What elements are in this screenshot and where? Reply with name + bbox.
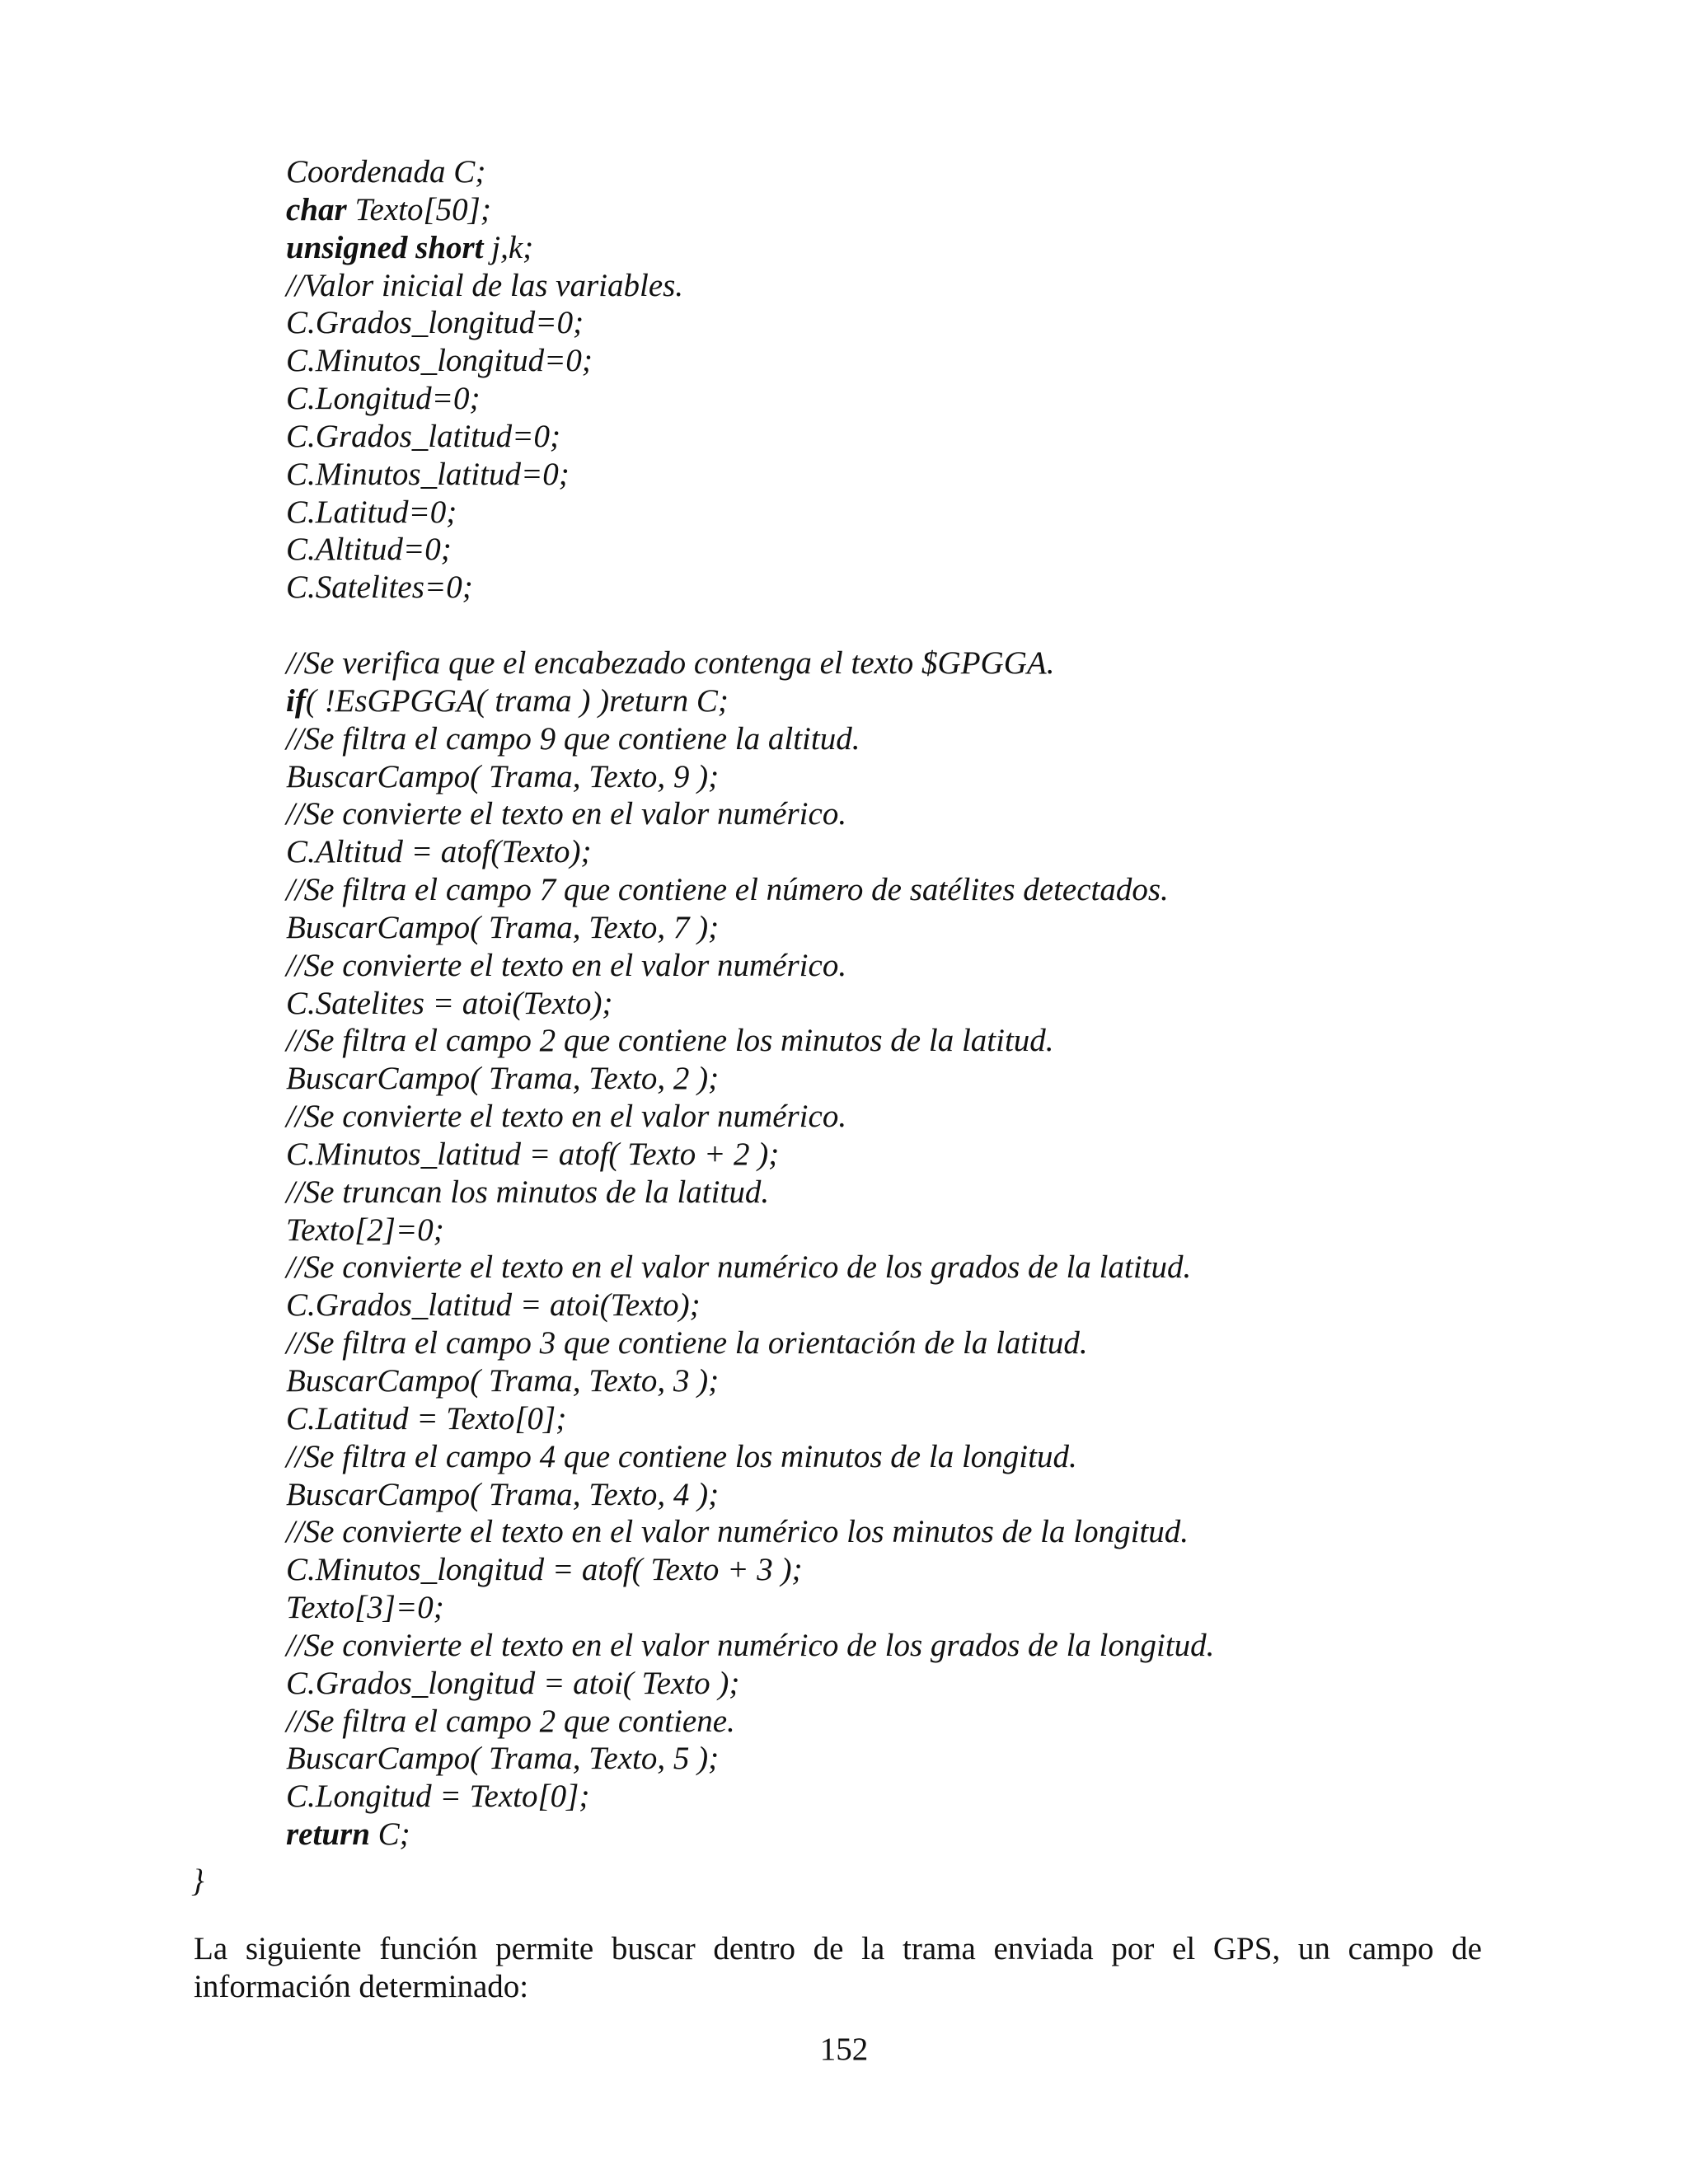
- code-keyword: unsigned short: [286, 229, 484, 265]
- code-comment: //Se filtra el campo 9 que contiene la altitud.: [286, 720, 860, 757]
- code-line: [286, 1816, 1646, 1854]
- code-comment: //Se filtra el campo 3 que contiene la orientación de la latitud.: [286, 1325, 1088, 1361]
- code-comment: //Se convierte el texto en el valor numérico de los grados de la longitud.: [286, 1627, 1215, 1663]
- code-line: C.Altitud = atof(Texto);: [286, 834, 592, 870]
- code-text: j,k;: [483, 229, 534, 265]
- code-line: C.Grados_longitud=0;: [286, 305, 584, 341]
- code-comment: //Se filtra el campo 2 que contiene los minutos de la latitud.: [286, 1023, 1054, 1059]
- code-line: C.Latitud=0;: [286, 494, 457, 530]
- code-line: BuscarCampo( Trama, Texto, 3 );: [286, 1363, 720, 1399]
- code-comment: //Se convierte el texto en el valor numérico los minutos de la longitud.: [286, 1514, 1189, 1550]
- code-comment: //Se filtra el campo 7 que contiene el número de satélites detectados.: [286, 872, 1169, 908]
- code-line: C.Minutos_latitud=0;: [286, 456, 570, 492]
- code-text: Texto[50];: [346, 191, 491, 227]
- code-text: C;: [369, 1816, 410, 1853]
- code-line: C.Minutos_latitud = atof( Texto + 2 );: [286, 1136, 780, 1172]
- code-line: [286, 229, 1646, 267]
- code-comment: //Valor inicial de las variables.: [286, 267, 684, 303]
- code-listing: [286, 153, 1646, 1854]
- code-line: C.Minutos_longitud=0;: [286, 343, 593, 379]
- code-line: Texto[2]=0;: [286, 1212, 444, 1248]
- code-line: C.Minutos_longitud = atof( Texto + 3 );: [286, 1552, 803, 1588]
- code-keyword: char: [286, 191, 347, 227]
- code-line: C.Longitud=0;: [286, 381, 481, 417]
- code-line: [286, 682, 1646, 720]
- code-line: C.Grados_longitud = atoi( Texto );: [286, 1665, 740, 1701]
- code-comment: //Se convierte el texto en el valor numérico.: [286, 947, 847, 983]
- code-line: BuscarCampo( Trama, Texto, 5 );: [286, 1741, 720, 1777]
- code-line: C.Satelites=0;: [286, 569, 473, 606]
- code-keyword: return: [286, 1816, 370, 1853]
- code-line: BuscarCampo( Trama, Texto, 7 );: [286, 909, 720, 945]
- code-line: Coordenada C;: [286, 154, 486, 190]
- body-paragraph: La siguiente función permite buscar dentro de la trama enviada por el GPS, un campo de información determinado:: [194, 1931, 1482, 2004]
- page-number: 152: [819, 2032, 869, 2067]
- code-comment: //Se convierte el texto en el valor numérico de los grados de la latitud.: [286, 1249, 1192, 1286]
- code-text: ( !EsGPGGA( trama ) )return C;: [305, 682, 729, 719]
- closing-brace: }: [191, 1863, 204, 1899]
- code-line: BuscarCampo( Trama, Texto, 4 );: [286, 1476, 720, 1512]
- code-line: Texto[3]=0;: [286, 1590, 444, 1626]
- code-line: C.Altitud=0;: [286, 532, 452, 568]
- code-comment: //Se filtra el campo 2 que contiene.: [286, 1703, 735, 1739]
- blank-line: [286, 607, 1646, 644]
- code-keyword: if: [286, 682, 306, 719]
- code-comment: //Se filtra el campo 4 que contiene los minutos de la longitud.: [286, 1438, 1077, 1474]
- code-line: C.Grados_latitud=0;: [286, 418, 560, 454]
- code-line: BuscarCampo( Trama, Texto, 2 );: [286, 1061, 720, 1097]
- code-line: C.Longitud = Texto[0];: [286, 1779, 590, 1815]
- code-line: C.Satelites = atoi(Texto);: [286, 985, 613, 1021]
- code-comment: //Se convierte el texto en el valor numérico.: [286, 1099, 847, 1135]
- code-comment: //Se convierte el texto en el valor numérico.: [286, 796, 847, 832]
- code-line: C.Grados_latitud = atoi(Texto);: [286, 1287, 701, 1324]
- code-line: BuscarCampo( Trama, Texto, 9 );: [286, 758, 720, 794]
- code-line: C.Latitud = Texto[0];: [286, 1400, 567, 1436]
- code-comment: //Se truncan los minutos de la latitud.: [286, 1174, 770, 1210]
- code-line: [286, 191, 1646, 229]
- code-comment: //Se verifica que el encabezado contenga el texto $GPGGA.: [286, 644, 1055, 681]
